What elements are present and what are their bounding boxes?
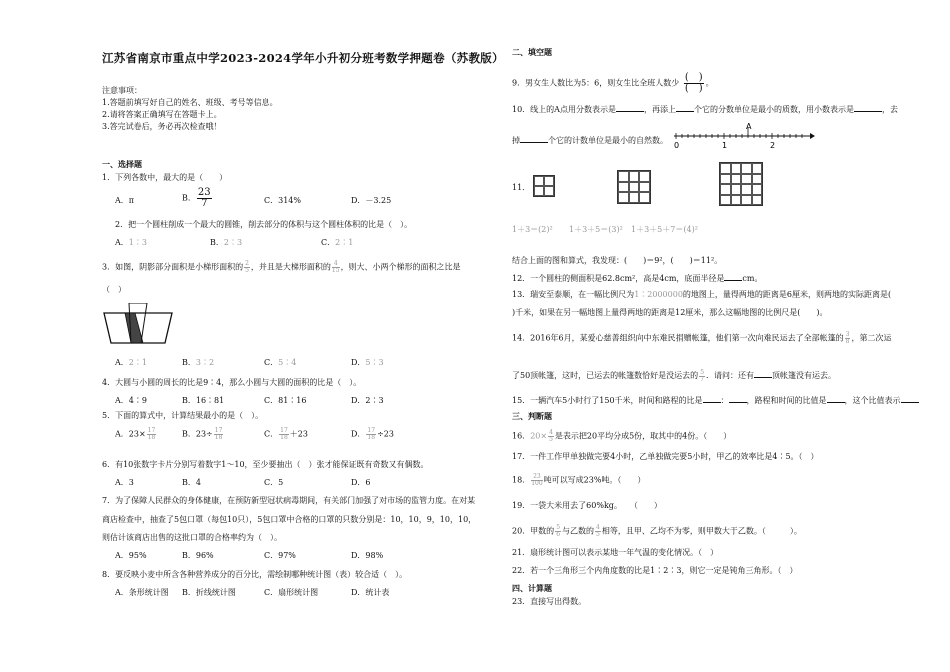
tick-label: 2 xyxy=(770,141,776,150)
q3-option-d: D．5∶3 xyxy=(351,358,384,367)
question-2-stem: 2．把一个圆柱削成一个最大的圆锥，削去部分的体积与这个圆柱体积的比是（ ）。 xyxy=(115,220,413,229)
q4-option-c: C．81∶16 xyxy=(264,396,307,405)
question-16: 16．20× $\frac{4}{5}$ 是表示把20平均分成5份，取其中的4份。（ ） xyxy=(512,429,732,443)
q3-answer-paren: （ ） xyxy=(102,285,126,294)
question-9: 9．男女生人数比为5：6，则女生比全班人数少 $\frac{( )}{( )}$ 。 xyxy=(512,72,714,94)
question-13-line1: 13．瑞安至泰顺，在一幅比例尺为1∶2000000的地图上，量得两地的距离是6厘米，则两地的实际距离是( xyxy=(512,290,892,299)
q1-option-b: B． $\frac{23}{7}$ xyxy=(182,187,211,209)
q3-option-b: B．3∶2 xyxy=(182,358,215,367)
answer-blank[interactable] xyxy=(616,103,644,112)
shaded-region xyxy=(125,313,143,343)
q3-option-c: C．5∶4 xyxy=(264,358,297,367)
q1-option-d: D．－3.25 xyxy=(351,196,392,205)
question-20: 20．甲数的 $\frac{5}{6}$ 与乙数的 $\frac{4}{5}$ 相等，且甲、乙均不为零，则甲数大于乙数。（ ）。 xyxy=(512,524,802,538)
section-heading: 四、计算题 xyxy=(512,584,552,593)
q4-option-b: B．16∶81 xyxy=(182,396,225,405)
question-7-line: 则估计该商店出售的这批口罩的合格率约为（ ）。 xyxy=(102,533,282,542)
question-3-stem: 3．如图，阴影部分面积是小梯形面积的 $\frac{2}{5}$ ，并且是大梯形面积的 $\frac{4}{15}$ ，则大、小两个梯形的面积之比是 xyxy=(102,260,461,274)
q7-option-c: C．97% xyxy=(264,551,296,560)
answer-blank[interactable] xyxy=(724,272,742,281)
question-6-stem: 6．有10张数字卡片分别写着数字1～10，至少要抽出（ ）张才能保证既有奇数又有偶数。 xyxy=(102,460,429,469)
q5-option-c: C． $\frac{17}{18}$ ＋23 xyxy=(264,427,308,441)
question-4-stem: 4．大圆与小圆的周长的比是9∶4，那么小圆与大圆的面积的比是（ ）。 xyxy=(102,378,362,387)
q7-option-b: B．96% xyxy=(182,551,214,560)
question-18: 18． $\frac{23}{100}$ 吨可以写成23%吨。（ ） xyxy=(512,473,646,487)
equation-3: 1＋3＋5＋7＝(4)² xyxy=(631,225,698,234)
question-1-stem: 1．下列各数中，最大的是（ ） xyxy=(102,173,228,182)
question-8-stem: 8．要反映小麦中所含各种营养成分的百分比，需绘制哪种统计图（表）较合适（ ）。 xyxy=(102,570,408,579)
question-19: 19．一袋大米用去了60%kg。 （ ） xyxy=(512,501,662,510)
question-23: 23．直接写出得数。 xyxy=(512,597,587,606)
question-22: 22．若一个三角形三个内角度数的比是1∶2∶3，则它一定是钝角三角形。（ ） xyxy=(512,566,798,575)
q5-option-d: D． $\frac{17}{18}$ ÷23 xyxy=(351,427,394,441)
square-grid-2x2 xyxy=(533,175,555,197)
section-heading: 三、判断题 xyxy=(512,412,552,421)
answer-blank[interactable] xyxy=(703,394,721,403)
point-a-label: A xyxy=(746,122,752,131)
q5-option-b: B．23÷ $\frac{17}{18}$ xyxy=(182,427,223,441)
question-14-line1: 14．2016年6月，某爱心慈善组织向中东难民捐赠帐篷，他们第一次向难民运去了全部帐篷的 $\frac{3}{8}$ ，第二次运 xyxy=(512,331,892,345)
q7-option-a: A．95% xyxy=(115,551,147,560)
question-10-line2: 掉 个它的计数单位是最小的自然数。 xyxy=(512,136,668,145)
notice-item: 2.请将答案正确填写在答题卡上。 xyxy=(102,110,222,119)
section-heading: 一、选择题 xyxy=(102,160,142,169)
equation-2: 1＋3＋5＝(3)² xyxy=(569,225,623,234)
q5-option-a: A．23× $\frac{17}{18}$ xyxy=(115,427,156,441)
q6-option-a: A．3 xyxy=(115,478,134,487)
question-13-line2: )千米，如果在另一幅地图上量得两地的距离是12厘米，那么这幅地图的比例尺是( )。 xyxy=(512,308,828,317)
answer-blank[interactable] xyxy=(901,394,919,403)
question-11-label: 11． xyxy=(512,183,531,192)
tick-label: 1 xyxy=(722,141,728,150)
question-10-line1: 10．线上的A点用分数表示是 ，再添上 个它的分数单位是最小的质数，用小数表示是 ，去 xyxy=(512,105,898,114)
equation-1: 1＋3＝(2)² xyxy=(512,225,553,234)
question-7-line: 7．为了保障人民群众的身体健康，在预防新型冠状病毒期间，有关部门加强了对市场的监管力度。在对某 xyxy=(102,496,476,505)
q8-option-d: D．统计表 xyxy=(351,588,390,597)
answer-blank[interactable] xyxy=(520,134,548,143)
question-11-conclusion: 结合上面的图和算式，我发现：( )＝9²，( )＝11²。 xyxy=(512,256,723,265)
answer-blank[interactable] xyxy=(754,369,772,378)
square-grid-4x4 xyxy=(719,162,763,206)
question-7-line: 商店检查中，抽查了5包口罩（每包10只），5包口罩中合格的口罩的只数分别是：10，10，9，10，10， xyxy=(102,515,477,524)
q6-option-c: C．5 xyxy=(264,478,284,487)
trapezoid-figure xyxy=(103,303,173,345)
q2-option-a: A．1∶3 xyxy=(115,238,147,247)
answer-blank[interactable] xyxy=(827,394,845,403)
q1-option-a: A．π xyxy=(115,196,135,205)
answer-blank[interactable] xyxy=(676,103,694,112)
notice-heading: 注意事项： xyxy=(102,86,142,95)
q3-option-a: A．2∶1 xyxy=(115,358,147,367)
q8-option-c: C．扇形统计图 xyxy=(264,588,319,597)
notice-item: 1.答题前填写好自己的姓名、班级、考号等信息。 xyxy=(102,98,278,107)
question-14-line2: 了50顶帐篷，这时，已运去的帐篷数恰好是没运去的 $\frac{5}{7}$ ．请问：还有 顶帐篷没有运去。 xyxy=(512,368,837,383)
square-grid-3x3 xyxy=(617,170,651,204)
q2-option-b: B．2∶3 xyxy=(210,238,243,247)
answer-blank[interactable] xyxy=(729,394,747,403)
exam-title: 江苏省南京市重点中学2023-2024学年小升初分班考数学押题卷（苏教版） xyxy=(102,51,504,65)
q1-option-c: C．314% xyxy=(264,196,301,205)
q6-option-b: B．4 xyxy=(182,478,201,487)
tick-label: 0 xyxy=(674,141,680,150)
number-line-figure xyxy=(672,122,816,150)
q7-option-d: D．98% xyxy=(351,551,384,560)
q4-option-d: D．2∶3 xyxy=(351,396,384,405)
q8-option-b: B．折线统计图 xyxy=(182,588,236,597)
question-21: 21．扇形统计图可以表示某地一年气温的变化情况。（ ） xyxy=(512,548,719,557)
question-5-stem: 5．下面的算式中，计算结果最小的是（ ）。 xyxy=(102,411,264,420)
q6-option-d: D．6 xyxy=(351,478,371,487)
answer-blank[interactable] xyxy=(854,103,882,112)
question-17: 17．一件工作甲单独做完要4小时，乙单独做完要5小时，甲乙的效率比是4∶5。（ ） xyxy=(512,452,819,461)
notice-item: 3.答完试卷后，务必再次检查哦！ xyxy=(102,122,222,131)
q8-option-a: A．条形统计图 xyxy=(115,588,169,597)
q2-option-c: C．2∶1 xyxy=(321,238,354,247)
question-12: 12．一个圆柱的侧面积是62.8cm²，高是4cm，底面半径是 cm。 xyxy=(512,274,763,283)
question-15: 15．一辆汽车5小时行了150千米，时间和路程的比是 ： ，路程和时间的比值是 ，这个比值表示 xyxy=(512,394,919,406)
section-heading: 二、填空题 xyxy=(512,48,552,57)
q4-option-a: A．4∶9 xyxy=(115,396,147,405)
